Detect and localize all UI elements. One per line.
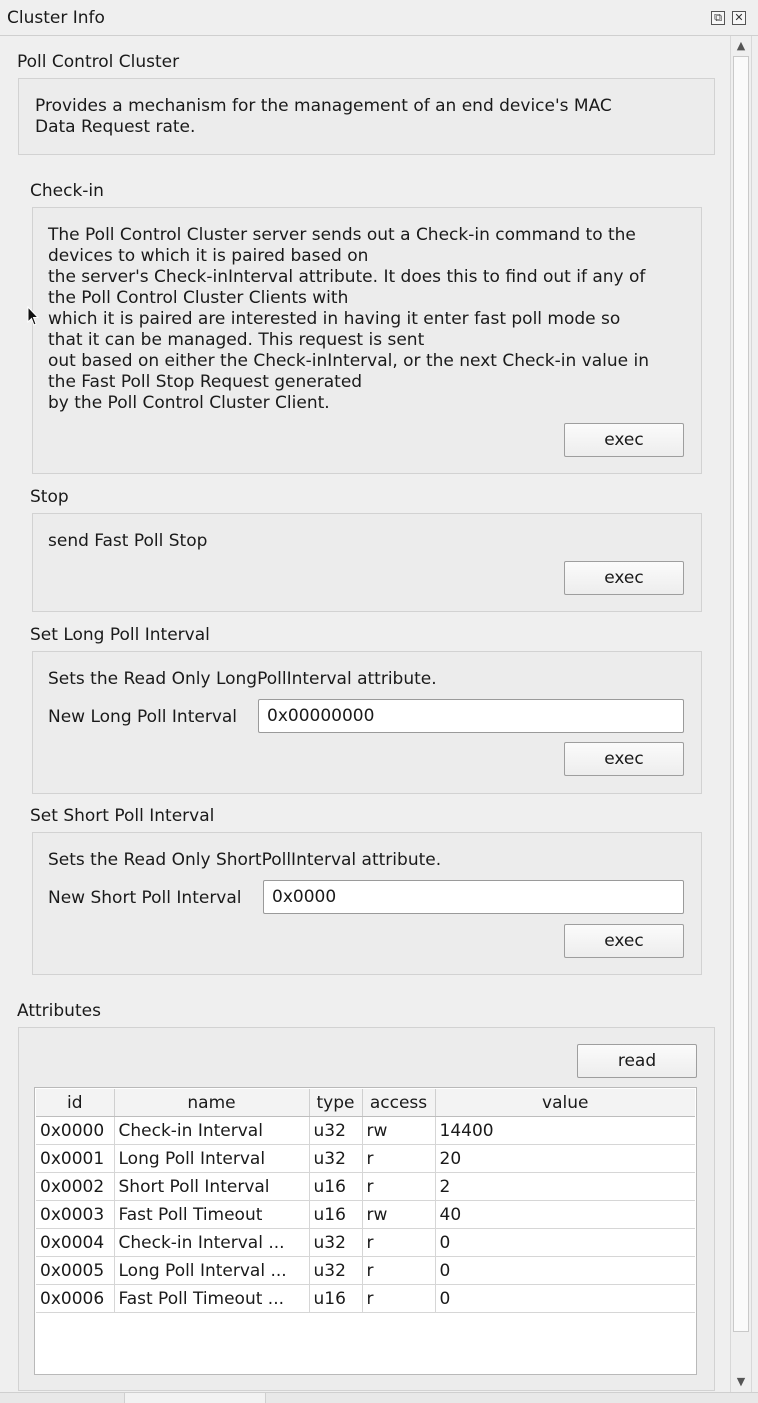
cell-name: Check-in Interval ...: [114, 1229, 309, 1257]
short-poll-field-label: New Short Poll Interval: [48, 888, 242, 908]
checkin-line: which it is paired are interested in having it enter fast poll mode so: [48, 309, 621, 329]
checkin-description: [48, 225, 649, 414]
cell-access: r: [362, 1173, 435, 1201]
cell-access: rw: [362, 1117, 435, 1145]
long-poll-interval-input[interactable]: [258, 699, 684, 733]
cell-id: 0x0000: [36, 1117, 114, 1145]
mouse-cursor-icon: [27, 306, 39, 326]
cell-access: rw: [362, 1201, 435, 1229]
checkin-line: devices to which it is paired based on: [48, 246, 369, 266]
checkin-line: that it can be managed. This request is sent: [48, 330, 425, 350]
table-row[interactable]: [36, 1257, 695, 1285]
table-row[interactable]: [36, 1173, 695, 1201]
stop-description: send Fast Poll Stop: [48, 531, 208, 551]
cell-value: 20: [435, 1145, 695, 1173]
cell-type: u16: [309, 1173, 362, 1201]
set-long-title: Set Long Poll Interval: [30, 625, 210, 645]
bottom-tab-strip: [0, 1392, 758, 1403]
cell-value: 0: [435, 1257, 695, 1285]
table-row[interactable]: [36, 1285, 695, 1313]
long-poll-field-label: New Long Poll Interval: [48, 707, 238, 727]
cluster-description-line: Data Request rate.: [35, 117, 196, 137]
set-short-description: Sets the Read Only ShortPollInterval attribute.: [48, 850, 442, 870]
checkin-line: the server's Check-inInterval attribute. It does this to find out if any of: [48, 267, 646, 287]
checkin-exec-button[interactable]: exec: [564, 423, 684, 457]
set-long-description: Sets the Read Only LongPollInterval attribute.: [48, 669, 437, 689]
scroll-thumb[interactable]: [733, 56, 749, 1332]
cell-id: 0x0002: [36, 1173, 114, 1201]
short-poll-interval-input[interactable]: [263, 880, 684, 914]
cell-id: 0x0004: [36, 1229, 114, 1257]
cell-type: u16: [309, 1201, 362, 1229]
cluster-name: Poll Control Cluster: [17, 52, 180, 72]
column-header-name[interactable]: name: [114, 1089, 309, 1117]
cell-type: u32: [309, 1257, 362, 1285]
cell-name: Fast Poll Timeout ...: [114, 1285, 309, 1313]
checkin-line: by the Poll Control Cluster Client.: [48, 393, 330, 413]
cell-name: Long Poll Interval: [114, 1145, 309, 1173]
column-header-type[interactable]: type: [309, 1089, 362, 1117]
cell-type: u32: [309, 1117, 362, 1145]
cluster-description-box: [18, 78, 715, 155]
checkin-line: The Poll Control Cluster server sends out a Check-in command to the: [48, 225, 636, 245]
attributes-table: [36, 1089, 695, 1313]
cell-name: Short Poll Interval: [114, 1173, 309, 1201]
cell-id: 0x0006: [36, 1285, 114, 1313]
table-row[interactable]: [36, 1201, 695, 1229]
cell-id: 0x0005: [36, 1257, 114, 1285]
close-icon[interactable]: ✕: [732, 11, 746, 25]
cell-id: 0x0003: [36, 1201, 114, 1229]
attributes-title: Attributes: [17, 1001, 101, 1021]
table-row[interactable]: [36, 1145, 695, 1173]
set-long-exec-button[interactable]: exec: [564, 742, 684, 776]
cell-type: u32: [309, 1145, 362, 1173]
cell-access: r: [362, 1229, 435, 1257]
checkin-line: the Poll Control Cluster Clients with: [48, 288, 349, 308]
checkin-title: Check-in: [30, 181, 104, 201]
cell-access: r: [362, 1145, 435, 1173]
set-short-title: Set Short Poll Interval: [30, 806, 215, 826]
cell-value: 40: [435, 1201, 695, 1229]
checkin-line: the Fast Poll Stop Request generated: [48, 372, 363, 392]
scroll-down-icon[interactable]: ▼: [736, 1375, 746, 1388]
set-long-group: [32, 651, 702, 794]
column-header-id[interactable]: id: [36, 1089, 114, 1117]
stop-title: Stop: [30, 487, 69, 507]
cell-name: Fast Poll Timeout: [114, 1201, 309, 1229]
stop-group: [32, 513, 702, 612]
vertical-scrollbar[interactable]: [730, 36, 752, 1392]
cell-value: 0: [435, 1229, 695, 1257]
cell-id: 0x0001: [36, 1145, 114, 1173]
table-row[interactable]: [36, 1229, 695, 1257]
scroll-up-icon[interactable]: ▲: [736, 39, 746, 52]
cell-value: 0: [435, 1285, 695, 1313]
cell-type: u32: [309, 1229, 362, 1257]
table-header-row: [36, 1089, 695, 1117]
cell-access: r: [362, 1285, 435, 1313]
stop-exec-button[interactable]: exec: [564, 561, 684, 595]
cluster-description-line: Provides a mechanism for the management of an end device's MAC: [35, 96, 612, 116]
checkin-group: [32, 207, 702, 474]
cell-value: 14400: [435, 1117, 695, 1145]
table-row[interactable]: [36, 1117, 695, 1145]
cluster-description: [35, 96, 612, 138]
cell-name: Check-in Interval: [114, 1117, 309, 1145]
window-title: Cluster Info: [7, 8, 105, 28]
checkin-line: out based on either the Check-inInterval, or the next Check-in value in: [48, 351, 649, 371]
cell-type: u16: [309, 1285, 362, 1313]
cell-access: r: [362, 1257, 435, 1285]
cell-value: 2: [435, 1173, 695, 1201]
column-header-value[interactable]: value: [435, 1089, 695, 1117]
set-short-group: [32, 832, 702, 975]
column-header-access[interactable]: access: [362, 1089, 435, 1117]
read-attributes-button[interactable]: read: [577, 1044, 697, 1078]
cell-name: Long Poll Interval ...: [114, 1257, 309, 1285]
float-icon[interactable]: ⧉: [711, 11, 725, 25]
window-titlebar: [0, 0, 758, 36]
set-short-exec-button[interactable]: exec: [564, 924, 684, 958]
